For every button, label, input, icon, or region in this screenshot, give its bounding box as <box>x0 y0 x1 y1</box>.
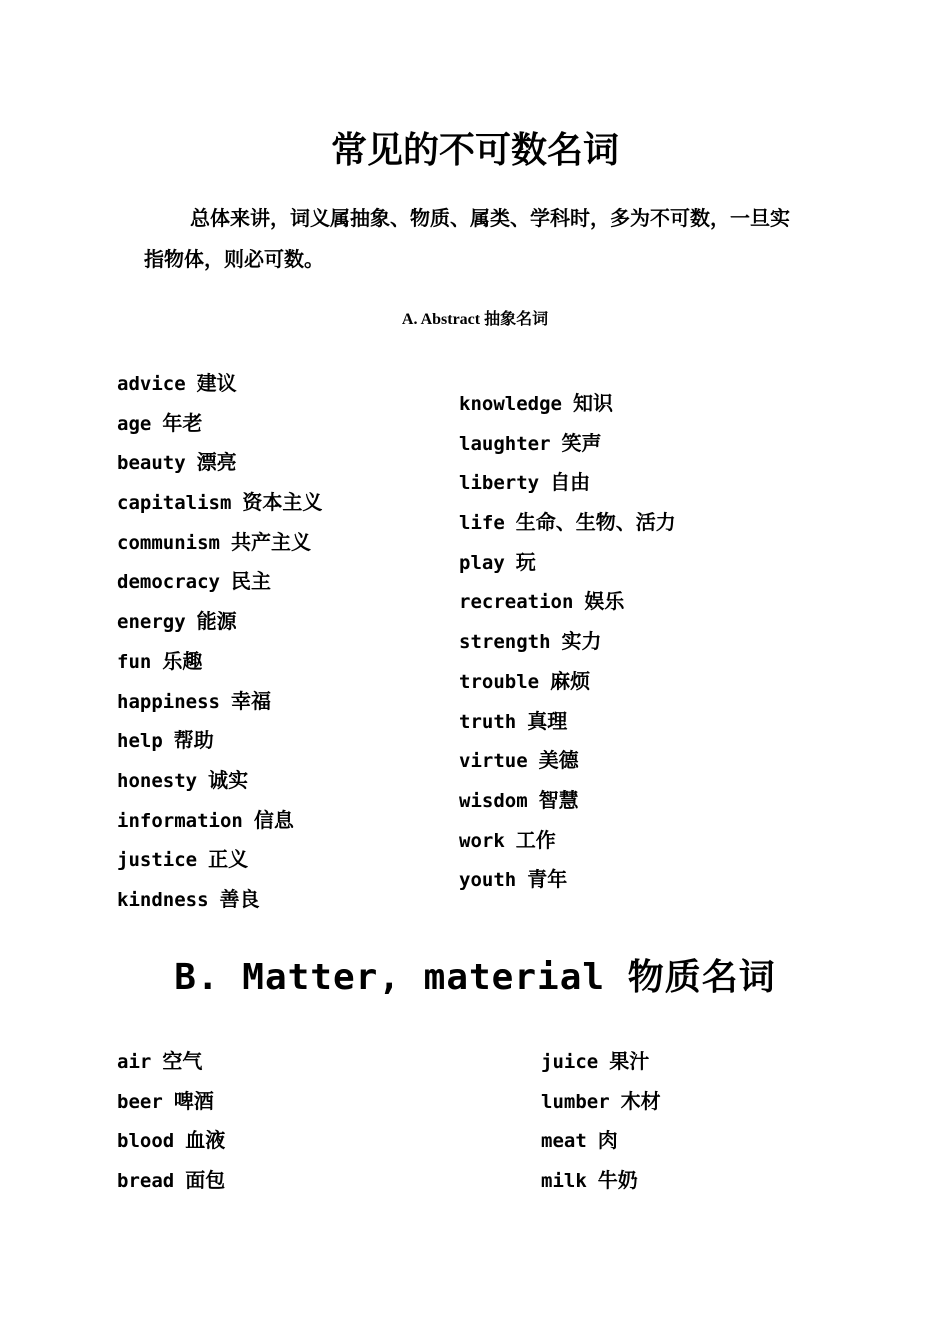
word-entry <box>117 801 322 841</box>
word-entry <box>459 821 676 861</box>
word-entry <box>117 602 322 642</box>
word-english: liberty <box>459 472 540 495</box>
word-chinese: 真理 <box>527 708 568 733</box>
section-a-heading: A. Abstract 抽象名词 <box>401 311 549 328</box>
word-english: milk <box>541 1170 587 1193</box>
section-b-left-list <box>117 1042 225 1201</box>
word-english: air <box>117 1051 152 1073</box>
word-chinese: 笑声 <box>561 430 602 455</box>
word-entry <box>459 424 676 464</box>
word-entry <box>459 463 676 503</box>
word-chinese: 善良 <box>219 886 260 911</box>
word-entry <box>541 1042 661 1082</box>
word-entry <box>117 483 322 523</box>
word-english: truth <box>459 710 517 733</box>
word-chinese: 果汁 <box>609 1049 650 1073</box>
word-chinese: 能源 <box>196 609 237 634</box>
word-english: happiness <box>117 690 220 713</box>
word-entry <box>459 741 676 781</box>
word-english: juice <box>541 1051 599 1073</box>
word-english: beauty <box>117 452 186 475</box>
word-entry <box>117 523 322 563</box>
word-entry <box>117 1121 225 1161</box>
word-chinese: 信息 <box>253 807 294 832</box>
word-entry <box>541 1121 661 1161</box>
word-entry <box>117 364 322 404</box>
word-chinese: 知识 <box>572 391 613 415</box>
word-english: strength <box>459 631 551 654</box>
word-chinese: 智慧 <box>538 787 579 812</box>
word-entry <box>117 1161 225 1201</box>
word-entry <box>117 721 322 761</box>
word-chinese: 漂亮 <box>196 450 237 475</box>
word-entry <box>117 443 322 483</box>
word-entry <box>459 503 676 543</box>
word-chinese: 血液 <box>185 1128 226 1153</box>
word-english: trouble <box>459 670 540 693</box>
word-chinese: 幸福 <box>230 688 271 713</box>
word-entry <box>459 622 676 662</box>
word-chinese: 面包 <box>185 1168 226 1193</box>
word-english: age <box>117 412 152 435</box>
word-english: recreation <box>459 591 574 614</box>
word-chinese: 建议 <box>196 371 237 395</box>
word-chinese: 玩 <box>515 549 536 574</box>
word-chinese: 正义 <box>208 847 249 872</box>
word-english: meat <box>541 1130 587 1153</box>
word-entry <box>117 562 322 602</box>
word-english: beer <box>117 1090 163 1113</box>
word-english: capitalism <box>117 492 232 515</box>
word-entry <box>117 1082 225 1122</box>
word-english: democracy <box>117 571 220 594</box>
section-a-right-list <box>459 384 676 900</box>
word-english: blood <box>117 1130 175 1153</box>
word-entry <box>459 781 676 821</box>
word-chinese: 民主 <box>230 569 271 594</box>
word-english: fun <box>117 650 152 673</box>
word-entry <box>117 682 322 722</box>
word-entry <box>459 860 676 900</box>
word-english: justice <box>117 849 198 872</box>
word-chinese: 帮助 <box>173 728 214 753</box>
word-entry <box>459 543 676 583</box>
word-english: honesty <box>117 769 198 792</box>
word-english: advice <box>117 373 186 395</box>
word-chinese: 年老 <box>162 410 203 435</box>
word-english: bread <box>117 1170 175 1193</box>
word-chinese: 诚实 <box>208 767 249 792</box>
word-english: lumber <box>541 1090 610 1113</box>
section-a-left-list <box>117 364 322 920</box>
word-english: information <box>117 809 243 832</box>
word-english: laughter <box>459 432 551 455</box>
page-title: 常见的不可数名词 <box>330 129 619 171</box>
word-chinese: 空气 <box>162 1049 203 1073</box>
word-chinese: 生命、生物、活力 <box>515 510 676 535</box>
word-entry <box>459 702 676 742</box>
intro-paragraph: 总体来讲，词义属抽象、物质、属类、学科时，多为不可数，一旦实指物体，则必可数。 <box>144 206 790 271</box>
word-chinese: 共产主义 <box>230 529 311 554</box>
word-chinese: 资本主义 <box>242 490 323 515</box>
word-chinese: 啤酒 <box>173 1088 214 1113</box>
word-chinese: 青年 <box>527 867 568 892</box>
word-entry <box>541 1161 661 1201</box>
word-english: energy <box>117 611 186 634</box>
word-chinese: 实力 <box>561 629 602 654</box>
word-english: kindness <box>117 888 209 911</box>
word-chinese: 木材 <box>620 1088 661 1113</box>
word-entry <box>459 662 676 702</box>
word-chinese: 肉 <box>597 1128 618 1153</box>
word-english: play <box>459 551 505 574</box>
word-entry <box>117 840 322 880</box>
word-english: work <box>459 829 505 852</box>
section-b-right-list <box>541 1042 661 1201</box>
word-english: communism <box>117 531 220 554</box>
section-b-heading: B. Matter, material 物质名词 <box>174 957 776 998</box>
word-english: virtue <box>459 750 528 773</box>
word-chinese: 美德 <box>538 748 579 773</box>
word-chinese: 麻烦 <box>550 668 591 693</box>
word-chinese: 自由 <box>550 470 591 495</box>
word-entry <box>117 880 322 920</box>
word-entry <box>117 642 322 682</box>
word-english: youth <box>459 869 517 892</box>
word-entry <box>117 404 322 444</box>
word-entry <box>117 761 322 801</box>
word-entry <box>459 582 676 622</box>
word-chinese: 牛奶 <box>597 1168 638 1193</box>
word-chinese: 工作 <box>515 827 556 852</box>
word-chinese: 娱乐 <box>584 589 625 614</box>
word-english: life <box>459 512 505 535</box>
word-chinese: 乐趣 <box>162 648 203 673</box>
word-english: knowledge <box>459 393 562 415</box>
word-entry <box>117 1042 225 1082</box>
word-english: wisdom <box>459 789 528 812</box>
word-english: help <box>117 730 163 753</box>
word-entry <box>541 1082 661 1122</box>
word-entry <box>459 384 676 424</box>
